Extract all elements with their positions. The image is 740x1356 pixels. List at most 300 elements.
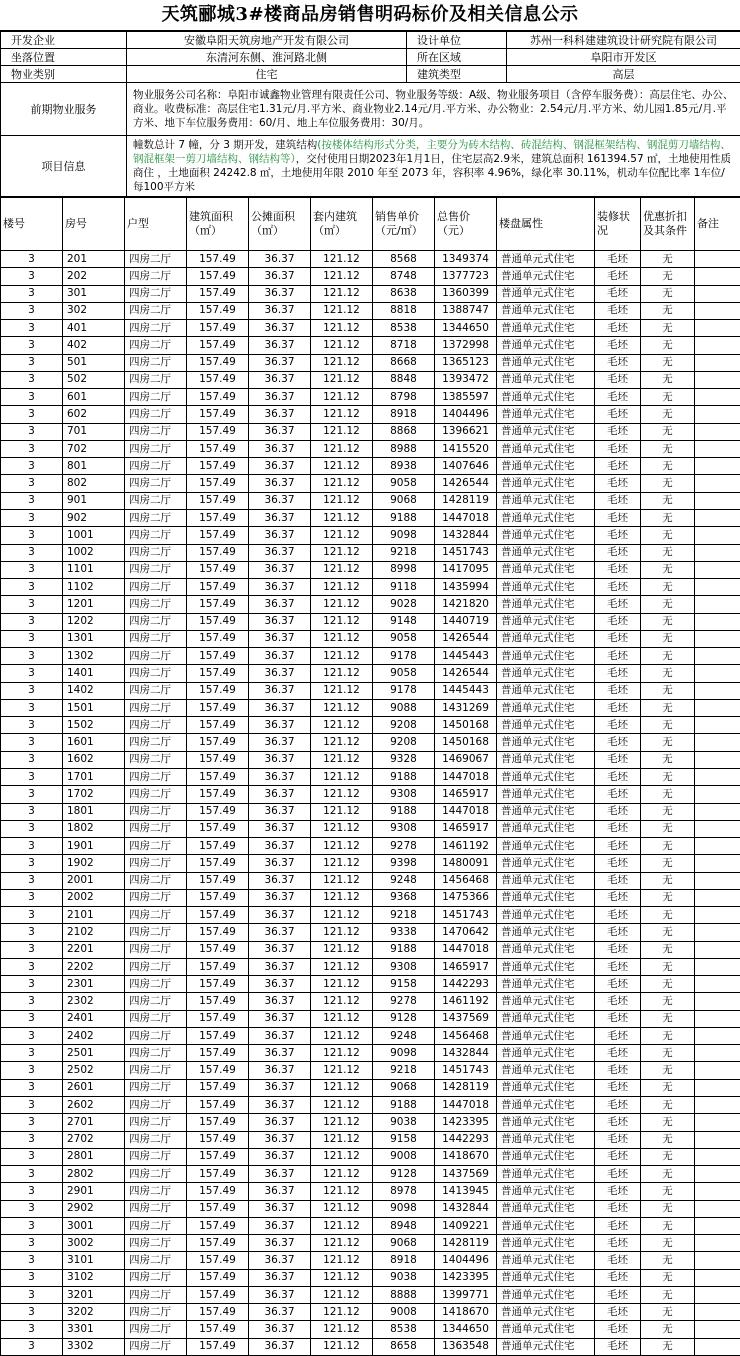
header-col-remarks: 备注 [695, 198, 740, 251]
cell-shared-area: 36.37 [249, 527, 311, 544]
cell-total-price: 1413945 [435, 1183, 497, 1200]
cell-shared-area: 36.37 [249, 665, 311, 682]
cell-unit-price: 9128 [373, 1166, 435, 1183]
info-row-type [1, 66, 740, 83]
table-row [1, 561, 740, 578]
cell-gross-area: 157.49 [187, 285, 249, 302]
table-row [1, 907, 740, 924]
cell-remarks [695, 786, 740, 803]
region-label: 所在区域 [407, 49, 507, 66]
cell-remarks [695, 406, 740, 423]
cell-remarks [695, 1131, 740, 1148]
cell-unit-price: 8718 [373, 337, 435, 354]
cell-discount: 无 [641, 406, 695, 423]
cell-unit-price: 8918 [373, 406, 435, 423]
cell-layout: 四房二厅 [125, 354, 187, 371]
cell-unit-price: 9038 [373, 1269, 435, 1286]
cell-total-price: 1385597 [435, 389, 497, 406]
cell-property-attr: 普通单元式住宅 [497, 251, 595, 268]
table-row [1, 354, 740, 371]
cell-decoration: 毛坯 [595, 302, 641, 319]
cell-decoration: 毛坯 [595, 320, 641, 337]
cell-decoration: 毛坯 [595, 389, 641, 406]
cell-shared-area: 36.37 [249, 561, 311, 578]
cell-internal-area: 121.12 [311, 958, 373, 975]
table-row [1, 889, 740, 906]
cell-property-attr: 普通单元式住宅 [497, 734, 595, 751]
cell-property-attr: 普通单元式住宅 [497, 751, 595, 768]
cell-gross-area: 157.49 [187, 734, 249, 751]
cell-internal-area: 121.12 [311, 1027, 373, 1044]
cell-discount: 无 [641, 423, 695, 440]
cell-decoration: 毛坯 [595, 1079, 641, 1096]
cell-total-price: 1450168 [435, 717, 497, 734]
cell-building-no: 3 [1, 561, 63, 578]
cell-room-no: 902 [63, 509, 125, 526]
cell-unit-price: 8748 [373, 268, 435, 285]
cell-discount: 无 [641, 1235, 695, 1252]
cell-internal-area: 121.12 [311, 475, 373, 492]
cell-shared-area: 36.37 [249, 1079, 311, 1096]
cell-building-no: 3 [1, 699, 63, 716]
cell-decoration: 毛坯 [595, 786, 641, 803]
cell-internal-area: 121.12 [311, 613, 373, 630]
cell-unit-price: 9308 [373, 820, 435, 837]
cell-gross-area: 157.49 [187, 855, 249, 872]
cell-shared-area: 36.37 [249, 976, 311, 993]
cell-internal-area: 121.12 [311, 820, 373, 837]
cell-decoration: 毛坯 [595, 993, 641, 1010]
cell-internal-area: 121.12 [311, 1010, 373, 1027]
cell-building-no: 3 [1, 320, 63, 337]
cell-discount: 无 [641, 561, 695, 578]
cell-room-no: 2701 [63, 1114, 125, 1131]
cell-internal-area: 121.12 [311, 561, 373, 578]
cell-room-no: 3302 [63, 1338, 125, 1355]
cell-room-no: 1401 [63, 665, 125, 682]
cell-building-no: 3 [1, 613, 63, 630]
cell-gross-area: 157.49 [187, 665, 249, 682]
table-row [1, 976, 740, 993]
cell-building-no: 3 [1, 1200, 63, 1217]
cell-unit-price: 9068 [373, 1079, 435, 1096]
cell-layout: 四房二厅 [125, 820, 187, 837]
cell-property-attr: 普通单元式住宅 [497, 1286, 595, 1303]
cell-unit-price: 9068 [373, 1235, 435, 1252]
cell-shared-area: 36.37 [249, 907, 311, 924]
table-row [1, 544, 740, 561]
cell-property-attr: 普通单元式住宅 [497, 820, 595, 837]
cell-gross-area: 157.49 [187, 993, 249, 1010]
cell-total-price: 1418670 [435, 1304, 497, 1321]
cell-shared-area: 36.37 [249, 941, 311, 958]
cell-shared-area: 36.37 [249, 768, 311, 785]
cell-remarks [695, 579, 740, 596]
cell-property-attr: 普通单元式住宅 [497, 406, 595, 423]
cell-discount: 无 [641, 475, 695, 492]
cell-property-attr: 普通单元式住宅 [497, 268, 595, 285]
cell-internal-area: 121.12 [311, 648, 373, 665]
info-row-service [1, 83, 740, 136]
cell-room-no: 2301 [63, 976, 125, 993]
cell-layout: 四房二厅 [125, 458, 187, 475]
cell-total-price: 1432844 [435, 527, 497, 544]
cell-room-no: 2901 [63, 1183, 125, 1200]
cell-shared-area: 36.37 [249, 596, 311, 613]
cell-property-attr: 普通单元式住宅 [497, 1131, 595, 1148]
cell-discount: 无 [641, 285, 695, 302]
cell-unit-price: 9218 [373, 544, 435, 561]
cell-unit-price: 8538 [373, 320, 435, 337]
cell-internal-area: 121.12 [311, 527, 373, 544]
cell-property-attr: 普通单元式住宅 [497, 596, 595, 613]
cell-layout: 四房二厅 [125, 648, 187, 665]
cell-gross-area: 157.49 [187, 440, 249, 457]
cell-property-attr: 普通单元式住宅 [497, 1148, 595, 1165]
cell-room-no: 602 [63, 406, 125, 423]
cell-decoration: 毛坯 [595, 475, 641, 492]
cell-gross-area: 157.49 [187, 803, 249, 820]
cell-gross-area: 157.49 [187, 889, 249, 906]
cell-shared-area: 36.37 [249, 423, 311, 440]
cell-internal-area: 121.12 [311, 285, 373, 302]
cell-room-no: 701 [63, 423, 125, 440]
cell-remarks [695, 1010, 740, 1027]
cell-gross-area: 157.49 [187, 630, 249, 647]
cell-unit-price: 8668 [373, 354, 435, 371]
cell-layout: 四房二厅 [125, 751, 187, 768]
table-row [1, 699, 740, 716]
cell-unit-price: 9218 [373, 1062, 435, 1079]
cell-unit-price: 8978 [373, 1183, 435, 1200]
cell-shared-area: 36.37 [249, 1269, 311, 1286]
cell-discount: 无 [641, 648, 695, 665]
cell-shared-area: 36.37 [249, 285, 311, 302]
cell-internal-area: 121.12 [311, 354, 373, 371]
cell-building-no: 3 [1, 924, 63, 941]
cell-property-attr: 普通单元式住宅 [497, 285, 595, 302]
cell-shared-area: 36.37 [249, 734, 311, 751]
cell-total-price: 1428119 [435, 1079, 497, 1096]
cell-remarks [695, 907, 740, 924]
cell-property-attr: 普通单元式住宅 [497, 872, 595, 889]
cell-building-no: 3 [1, 1338, 63, 1355]
header-col-layout: 户型 [125, 198, 187, 251]
table-row [1, 1304, 740, 1321]
cell-layout: 四房二厅 [125, 579, 187, 596]
cell-gross-area: 157.49 [187, 527, 249, 544]
cell-layout: 四房二厅 [125, 838, 187, 855]
cell-total-price: 1435994 [435, 579, 497, 596]
cell-remarks [695, 613, 740, 630]
cell-unit-price: 9308 [373, 786, 435, 803]
cell-room-no: 2202 [63, 958, 125, 975]
cell-discount: 无 [641, 1200, 695, 1217]
cell-total-price: 1415520 [435, 440, 497, 457]
cell-total-price: 1447018 [435, 1097, 497, 1114]
cell-property-attr: 普通单元式住宅 [497, 1027, 595, 1044]
cell-gross-area: 157.49 [187, 648, 249, 665]
cell-gross-area: 157.49 [187, 1304, 249, 1321]
cell-room-no: 2602 [63, 1097, 125, 1114]
cell-total-price: 1461192 [435, 993, 497, 1010]
cell-unit-price: 9248 [373, 872, 435, 889]
cell-layout: 四房二厅 [125, 1200, 187, 1217]
cell-unit-price: 8818 [373, 302, 435, 319]
cell-room-no: 1501 [63, 699, 125, 716]
cell-decoration: 毛坯 [595, 1321, 641, 1338]
cell-unit-price: 9368 [373, 889, 435, 906]
cell-total-price: 1409221 [435, 1217, 497, 1234]
cell-gross-area: 157.49 [187, 1166, 249, 1183]
property-type-label: 物业类别 [1, 66, 127, 83]
cell-building-no: 3 [1, 509, 63, 526]
cell-internal-area: 121.12 [311, 1131, 373, 1148]
table-row [1, 302, 740, 319]
building-type-value: 高层 [507, 66, 740, 83]
cell-total-price: 1456468 [435, 1027, 497, 1044]
cell-total-price: 1423395 [435, 1269, 497, 1286]
cell-internal-area: 121.12 [311, 717, 373, 734]
cell-gross-area: 157.49 [187, 509, 249, 526]
cell-gross-area: 157.49 [187, 1217, 249, 1234]
cell-gross-area: 157.49 [187, 320, 249, 337]
cell-shared-area: 36.37 [249, 872, 311, 889]
cell-shared-area: 36.37 [249, 544, 311, 561]
cell-unit-price: 9278 [373, 838, 435, 855]
cell-discount: 无 [641, 1217, 695, 1234]
cell-room-no: 202 [63, 268, 125, 285]
cell-decoration: 毛坯 [595, 1166, 641, 1183]
cell-decoration: 毛坯 [595, 855, 641, 872]
cell-building-no: 3 [1, 907, 63, 924]
cell-layout: 四房二厅 [125, 1097, 187, 1114]
cell-property-attr: 普通单元式住宅 [497, 1062, 595, 1079]
cell-room-no: 502 [63, 371, 125, 388]
table-row [1, 1148, 740, 1165]
cell-gross-area: 157.49 [187, 561, 249, 578]
table-row [1, 1097, 740, 1114]
cell-discount: 无 [641, 492, 695, 509]
cell-remarks [695, 1027, 740, 1044]
cell-remarks [695, 337, 740, 354]
cell-room-no: 1802 [63, 820, 125, 837]
cell-gross-area: 157.49 [187, 596, 249, 613]
cell-unit-price: 9218 [373, 907, 435, 924]
project-text-part-1: 幢数总计 7 幢，分 3 期开发，建筑结构 [133, 139, 317, 151]
cell-building-no: 3 [1, 941, 63, 958]
cell-gross-area: 157.49 [187, 682, 249, 699]
cell-gross-area: 157.49 [187, 302, 249, 319]
cell-discount: 无 [641, 734, 695, 751]
cell-layout: 四房二厅 [125, 941, 187, 958]
cell-property-attr: 普通单元式住宅 [497, 1252, 595, 1269]
cell-discount: 无 [641, 1304, 695, 1321]
cell-remarks [695, 734, 740, 751]
cell-unit-price: 8948 [373, 1217, 435, 1234]
cell-layout: 四房二厅 [125, 1114, 187, 1131]
cell-discount: 无 [641, 440, 695, 457]
cell-room-no: 901 [63, 492, 125, 509]
cell-shared-area: 36.37 [249, 786, 311, 803]
project-info-table [0, 31, 740, 197]
cell-property-attr: 普通单元式住宅 [497, 803, 595, 820]
table-row [1, 285, 740, 302]
cell-internal-area: 121.12 [311, 337, 373, 354]
cell-room-no: 3002 [63, 1235, 125, 1252]
cell-shared-area: 36.37 [249, 337, 311, 354]
service-text: 物业服务公司名称：阜阳市诚鑫物业管理有限责任公司、物业服务等级：A级、物业服务项目（含停车服务费）：高层住宅、办公、商业。收费标准：高层住宅1.31元/月.平方米、商业物业2.14元/月.平方米、办公物业：2.54元/月.平方米、幼儿园1.85元/月.平方米、地下车位服务费用：60/月、地上车位服务费用：30/月。 [127, 83, 740, 136]
cell-discount: 无 [641, 1166, 695, 1183]
cell-gross-area: 157.49 [187, 1252, 249, 1269]
cell-internal-area: 121.12 [311, 1114, 373, 1131]
cell-remarks [695, 475, 740, 492]
table-row [1, 458, 740, 475]
cell-layout: 四房二厅 [125, 1010, 187, 1027]
cell-total-price: 1426544 [435, 630, 497, 647]
cell-layout: 四房二厅 [125, 320, 187, 337]
cell-internal-area: 121.12 [311, 302, 373, 319]
developer-label: 开发企业 [1, 32, 127, 49]
cell-building-no: 3 [1, 440, 63, 457]
cell-remarks [695, 1097, 740, 1114]
cell-internal-area: 121.12 [311, 1321, 373, 1338]
cell-total-price: 1360399 [435, 285, 497, 302]
cell-building-no: 3 [1, 648, 63, 665]
cell-unit-price: 9118 [373, 579, 435, 596]
cell-layout: 四房二厅 [125, 717, 187, 734]
cell-building-no: 3 [1, 1010, 63, 1027]
cell-room-no: 3101 [63, 1252, 125, 1269]
cell-remarks [695, 251, 740, 268]
cell-building-no: 3 [1, 717, 63, 734]
table-row [1, 751, 740, 768]
cell-layout: 四房二厅 [125, 907, 187, 924]
cell-total-price: 1423395 [435, 1114, 497, 1131]
cell-discount: 无 [641, 268, 695, 285]
cell-building-no: 3 [1, 1079, 63, 1096]
cell-building-no: 3 [1, 734, 63, 751]
cell-room-no: 802 [63, 475, 125, 492]
cell-decoration: 毛坯 [595, 1217, 641, 1234]
table-row [1, 1200, 740, 1217]
cell-discount: 无 [641, 768, 695, 785]
table-row [1, 1010, 740, 1027]
cell-discount: 无 [641, 1131, 695, 1148]
cell-decoration: 毛坯 [595, 458, 641, 475]
cell-remarks [695, 1079, 740, 1096]
cell-property-attr: 普通单元式住宅 [497, 1079, 595, 1096]
cell-unit-price: 9058 [373, 630, 435, 647]
cell-decoration: 毛坯 [595, 1235, 641, 1252]
cell-unit-price: 8798 [373, 389, 435, 406]
table-row [1, 855, 740, 872]
cell-unit-price: 8998 [373, 561, 435, 578]
cell-discount: 无 [641, 544, 695, 561]
cell-decoration: 毛坯 [595, 889, 641, 906]
cell-shared-area: 36.37 [249, 1010, 311, 1027]
cell-shared-area: 36.37 [249, 924, 311, 941]
cell-decoration: 毛坯 [595, 1200, 641, 1217]
cell-property-attr: 普通单元式住宅 [497, 458, 595, 475]
header-col-shared-area: 公摊面积（㎡） [249, 198, 311, 251]
cell-unit-price: 9328 [373, 751, 435, 768]
cell-unit-price: 9158 [373, 976, 435, 993]
cell-property-attr: 普通单元式住宅 [497, 768, 595, 785]
cell-internal-area: 121.12 [311, 596, 373, 613]
cell-room-no: 801 [63, 458, 125, 475]
cell-decoration: 毛坯 [595, 492, 641, 509]
cell-shared-area: 36.37 [249, 958, 311, 975]
cell-building-no: 3 [1, 544, 63, 561]
table-row [1, 1183, 740, 1200]
cell-decoration: 毛坯 [595, 717, 641, 734]
cell-decoration: 毛坯 [595, 958, 641, 975]
cell-discount: 无 [641, 958, 695, 975]
cell-remarks [695, 1200, 740, 1217]
cell-room-no: 1801 [63, 803, 125, 820]
cell-gross-area: 157.49 [187, 1010, 249, 1027]
cell-gross-area: 157.49 [187, 1148, 249, 1165]
cell-remarks [695, 302, 740, 319]
cell-total-price: 1480091 [435, 855, 497, 872]
cell-property-attr: 普通单元式住宅 [497, 1304, 595, 1321]
cell-building-no: 3 [1, 251, 63, 268]
table-row [1, 423, 740, 440]
cell-total-price: 1344650 [435, 1321, 497, 1338]
cell-remarks [695, 509, 740, 526]
header-col-discount: 优惠折扣及其条件 [641, 198, 695, 251]
table-row [1, 509, 740, 526]
cell-unit-price: 8938 [373, 458, 435, 475]
cell-remarks [695, 371, 740, 388]
cell-unit-price: 9058 [373, 665, 435, 682]
cell-layout: 四房二厅 [125, 958, 187, 975]
cell-shared-area: 36.37 [249, 1200, 311, 1217]
table-row [1, 337, 740, 354]
cell-shared-area: 36.37 [249, 406, 311, 423]
cell-internal-area: 121.12 [311, 406, 373, 423]
cell-property-attr: 普通单元式住宅 [497, 838, 595, 855]
table-row [1, 1252, 740, 1269]
table-row [1, 958, 740, 975]
project-text [127, 136, 740, 197]
cell-shared-area: 36.37 [249, 1148, 311, 1165]
cell-remarks [695, 527, 740, 544]
table-row [1, 941, 740, 958]
cell-shared-area: 36.37 [249, 354, 311, 371]
cell-layout: 四房二厅 [125, 1166, 187, 1183]
table-row [1, 838, 740, 855]
cell-total-price: 1437569 [435, 1010, 497, 1027]
cell-property-attr: 普通单元式住宅 [497, 717, 595, 734]
cell-building-no: 3 [1, 337, 63, 354]
table-row [1, 527, 740, 544]
cell-building-no: 3 [1, 423, 63, 440]
cell-unit-price: 9208 [373, 717, 435, 734]
cell-property-attr: 普通单元式住宅 [497, 389, 595, 406]
cell-total-price: 1404496 [435, 1252, 497, 1269]
cell-room-no: 2401 [63, 1010, 125, 1027]
region-value: 阜阳市开发区 [507, 49, 740, 66]
cell-decoration: 毛坯 [595, 734, 641, 751]
cell-total-price: 1451743 [435, 544, 497, 561]
cell-internal-area: 121.12 [311, 751, 373, 768]
cell-decoration: 毛坯 [595, 1269, 641, 1286]
cell-total-price: 1465917 [435, 820, 497, 837]
cell-gross-area: 157.49 [187, 838, 249, 855]
designer-label: 设计单位 [407, 32, 507, 49]
